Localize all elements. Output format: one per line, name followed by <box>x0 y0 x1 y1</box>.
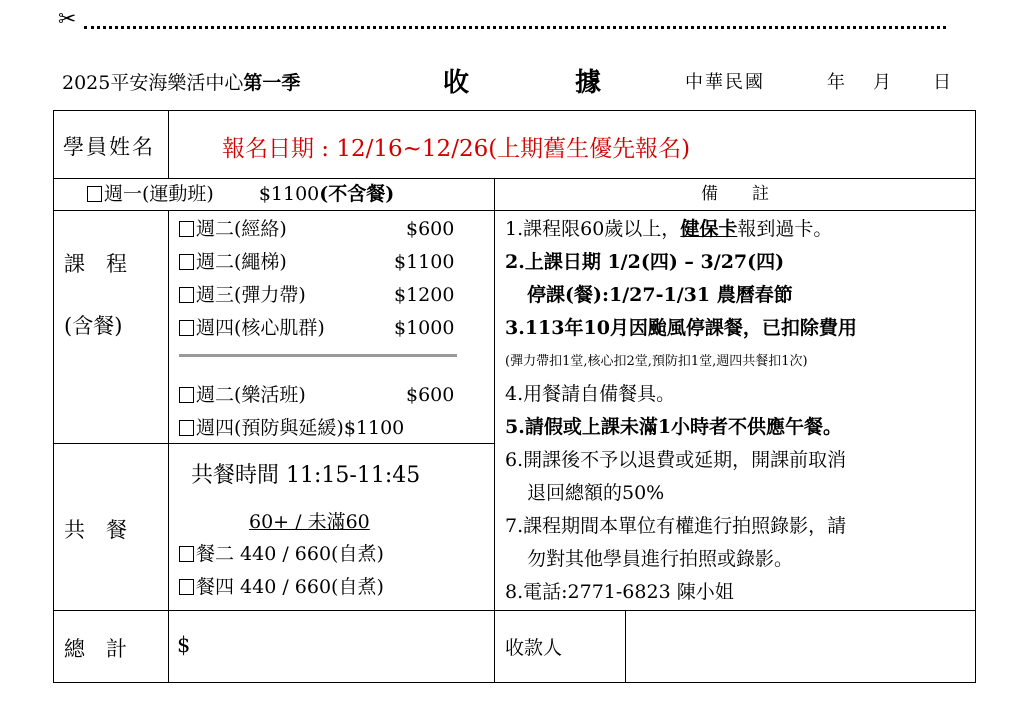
remarks-header-cell <box>495 179 976 211</box>
course-option <box>179 312 325 345</box>
date-day: 日 <box>933 72 951 93</box>
note-1-card: 健保卡 <box>680 218 738 240</box>
monday-checkbox[interactable] <box>87 186 102 202</box>
course-price: $600 <box>406 218 455 240</box>
note-2: 2.上課日期 1/2(四) – 3/27(四) <box>505 251 785 273</box>
season: 第一季 <box>243 72 301 94</box>
note-1 <box>505 213 832 246</box>
total-label-cell <box>54 611 169 683</box>
course-divider <box>179 354 457 357</box>
monday-note: (不含餐) <box>319 183 395 205</box>
note-7-cont: 勿對其他學員進行拍照或錄影。 <box>527 548 794 570</box>
note-2-suspension: 停課(餐):1/27-1/31 農曆春節 <box>527 284 793 306</box>
course-checkbox[interactable] <box>179 221 194 237</box>
student-name-field[interactable] <box>169 111 976 179</box>
course-option <box>179 412 404 445</box>
title-char-2: 據 <box>575 68 602 98</box>
payee-label-cell <box>495 611 626 683</box>
note-5: 5.請假或上課未滿1小時者不供應午餐。 <box>505 416 843 438</box>
meal-checkbox[interactable] <box>179 579 194 595</box>
meal-label-cell <box>54 444 169 611</box>
course-name: 週四(核心肌群) <box>196 317 325 339</box>
scissors-icon: ✂ <box>58 7 77 32</box>
course-price: $1100 <box>343 417 405 439</box>
course-name: 週二(繩梯) <box>196 251 287 273</box>
total-label: 總 計 <box>64 637 127 661</box>
note-6-refund: 退回總額的50% <box>527 482 665 504</box>
course-option <box>179 213 287 246</box>
course-option <box>179 379 306 412</box>
course-checkbox[interactable] <box>179 254 194 270</box>
course-checkbox[interactable] <box>179 420 194 436</box>
registration-notice: 報名日期 : 12/16~12/26(上期舊生優先報名) <box>222 136 691 162</box>
note-3: 3.113年10月因颱風停課餐，已扣除費用 <box>505 317 857 339</box>
courses-label-cell <box>54 211 169 444</box>
courses-cell <box>169 211 495 444</box>
monday-price: $1100 <box>258 183 320 205</box>
course-price: $1200 <box>394 284 455 306</box>
course-price: $1100 <box>394 251 455 273</box>
remarks-cell <box>495 211 976 611</box>
course-option <box>179 246 287 279</box>
course-checkbox[interactable] <box>179 320 194 336</box>
date-label: 中華民國 <box>685 72 765 93</box>
course-name: 週二(經絡) <box>196 218 287 240</box>
note-3-detail: (彈力帶扣1堂,核心扣2堂,預防扣1堂,週四共餐扣1次) <box>505 354 808 369</box>
meal-option <box>179 571 384 604</box>
course-name: 週四(預防與延緩) <box>196 417 344 439</box>
meal-time: 共餐時間 11:15-11:45 <box>191 463 421 488</box>
courses-label: 課 程 <box>64 252 127 276</box>
course-price: $600 <box>406 384 455 406</box>
date-month: 月 <box>873 72 891 93</box>
meal-cell <box>169 444 495 611</box>
note-8: 8.電話:2771-6823 陳小姐 <box>505 581 734 603</box>
total-amount-field[interactable] <box>169 611 495 683</box>
title-char-1: 收 <box>443 68 470 98</box>
meal-option-label: 餐四 440 / 660(自煮) <box>196 576 384 598</box>
note-6: 6.開課後不予以退費或延期，開課前取消 <box>505 449 847 471</box>
org-season <box>62 68 300 95</box>
receipt-table <box>53 110 976 683</box>
monday-course-label: 週一(運動班) <box>104 183 214 205</box>
meal-option-label: 餐二 440 / 660(自煮) <box>196 543 384 565</box>
note-7: 7.課程期間本單位有權進行拍照錄影，請 <box>505 515 847 537</box>
monday-course-cell <box>54 179 495 211</box>
course-name: 週三(彈力帶) <box>196 284 306 306</box>
course-price: $1000 <box>394 317 455 339</box>
remarks-header: 備 註 <box>701 184 769 204</box>
org-name: 2025平安海樂活中心 <box>62 72 244 94</box>
note-4: 4.用餐請自備餐具。 <box>505 383 676 405</box>
course-checkbox[interactable] <box>179 387 194 403</box>
course-checkbox[interactable] <box>179 287 194 303</box>
student-name-label: 學員姓名 <box>63 135 155 159</box>
meal-option <box>179 538 384 571</box>
meal-checkbox[interactable] <box>179 546 194 562</box>
course-name: 週二(樂活班) <box>196 384 306 406</box>
payee-field[interactable] <box>626 611 976 683</box>
date-year: 年 <box>827 72 845 93</box>
student-name-label-cell <box>54 111 169 179</box>
currency-symbol: $ <box>177 633 191 657</box>
note-1-text: 1.課程限60歲以上， <box>505 218 681 240</box>
course-option <box>179 279 306 312</box>
meal-label: 共 餐 <box>64 518 127 542</box>
payee-label: 收款人 <box>505 637 563 659</box>
courses-meal-note: (含餐) <box>64 314 123 338</box>
meal-age-header: 60+ / 未滿60 <box>249 511 370 533</box>
cut-line <box>84 26 946 29</box>
note-1-end: 報到過卡。 <box>737 218 833 240</box>
